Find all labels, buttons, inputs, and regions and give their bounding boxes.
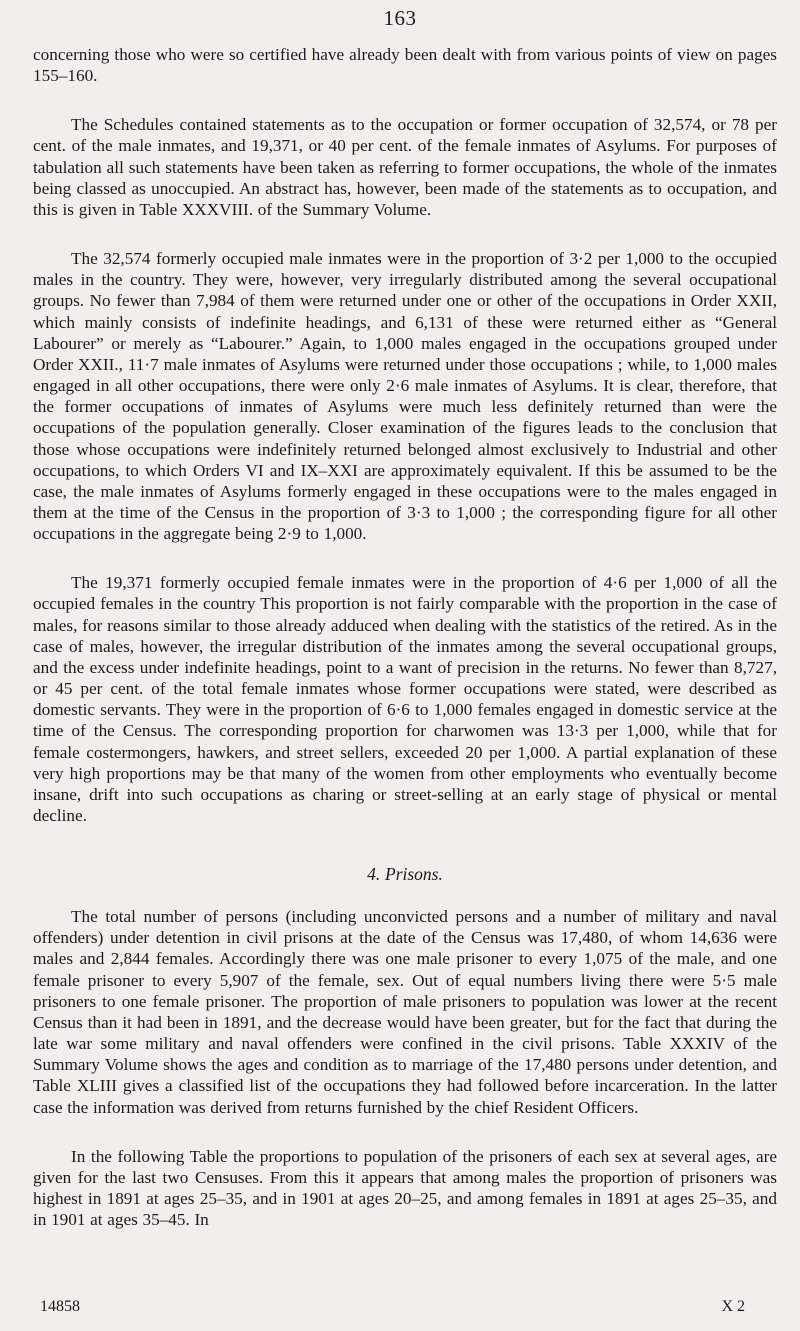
page-number: 163 (383, 6, 417, 30)
paragraph-following-table: In the following Table the proportions to population of the prisoners of each sex at several ages, are given for the last two Censuses. From this it appears that among males the proportion of prisoners was highest in 1891 at ages 25–35, and in 1901 at ages 20–25, and among females in 1891 at ages 25–35, and in 1901 at ages 35–45. In (33, 1146, 777, 1230)
paragraph-prisons: The total number of persons (including unconvicted persons and a number of military and naval offenders) under detention in civil prisons at the date of the Census was 17,480, of whom 14,636 were males and 2,844 females. Accordingly there was one male prisoner to every 1,075 of the male, and one female prisoner to every 5,907 of the female, sex. Out of equal numbers living there were 5·5 male prisoners to one female prisoner. The proportion of male prisoners to population was lower at the recent Census than it had been in 1891, and the decrease would have been greater, but for the fact that during the late war some military and naval offenders were confined in the civil prisons. Table XXXIV of the Summary Volume shows the ages and condition as to marriage of the 17,480 persons under detention, and Table XLIII gives a classified list of the occupations they had followed before incarceration. In the latter case the information was derived from returns furnished by the chief Resident Officers. (33, 907, 777, 1117)
body-text (33, 44, 777, 1230)
paragraph-continuation: concerning those who were so certified have already been dealt with from various points of view on pages 155–160. (33, 45, 777, 86)
section-heading: 4. Prisons. (367, 864, 443, 885)
footer-signature-mark: X 2 (721, 1298, 745, 1315)
footer-print-code: 14858 (40, 1298, 80, 1315)
paragraph-female-inmates: The 19,371 formerly occupied female inmates were in the proportion of 4·6 per 1,000 of all the occupied females in the country This proportion is not fairly comparable with the proportion in the case of males, for reasons similar to those already adduced when dealing with the statistics of the retired. As in the case of males, however, the irregular distribution of the inmates among the several occupational groups, and the excess under indefinite headings, point to a want of precision in the returns. No fewer than 8,727, or 45 per cent. of the total female inmates whose former occupations were stated, were described as domestic servants. They were in the proportion of 6·6 to 1,000 females engaged in domestic service at the time of the Census. The corresponding proportion for charwomen was 13·3 per 1,000, while that for female costermongers, hawkers, and street sellers, exceeded 20 per 1,000. A partial explanation of these very high proportions may be that many of the women from other employments who eventually become insane, drift into such occupations as charing or street-selling at an early stage of physical or mental decline. (33, 573, 777, 825)
paragraph-schedules: The Schedules contained statements as to the occupation or former occupation of 32,574, or 78 per cent. of the male inmates, and 19,371, or 40 per cent. of the female inmates of Asylums. For purposes of tabulation all such statements have been taken as referring to former occupations, the whole of the inmates being classed as unoccupied. An abstract has, however, been made of the statements as to occupation, and this is given in Table XXXVIII. of the Summary Volume. (33, 115, 777, 219)
paragraph-male-inmates: The 32,574 formerly occupied male inmates were in the proportion of 3·2 per 1,000 to the occupied males in the country. They were, however, very irregularly distributed among the several occupational groups. No fewer than 7,984 of them were returned under one or other of the occupations in Order XXII, which mainly consists of indefinite headings, and 6,131 of these were returned either as “General Labourer” or merely as “Labourer.” Again, to 1,000 males engaged in the occupations grouped under Order XXII., 11·7 male inmates of Asylums were returned under those occupations ; while, to 1,000 males engaged in all other occupations, there were only 2·6 male inmates of Asylums. It is clear, therefore, that the former occupations of inmates of Asylums were much less definitely returned than were the occupations of the population generally. Closer examination of the figures leads to the conclusion that those whose occupations were indefinitely returned belonged almost exclusively to Industrial and other occupations, to which Orders VI and IX–XXI are approximately equivalent. If this be assumed to be the case, the male inmates of Asylums formerly engaged in these occupations were to the males engaged in them at the time of the Census in the proportion of 3·3 to 1,000 ; the corresponding figure for all other occupations in the aggregate being 2·9 to 1,000. (33, 249, 777, 544)
